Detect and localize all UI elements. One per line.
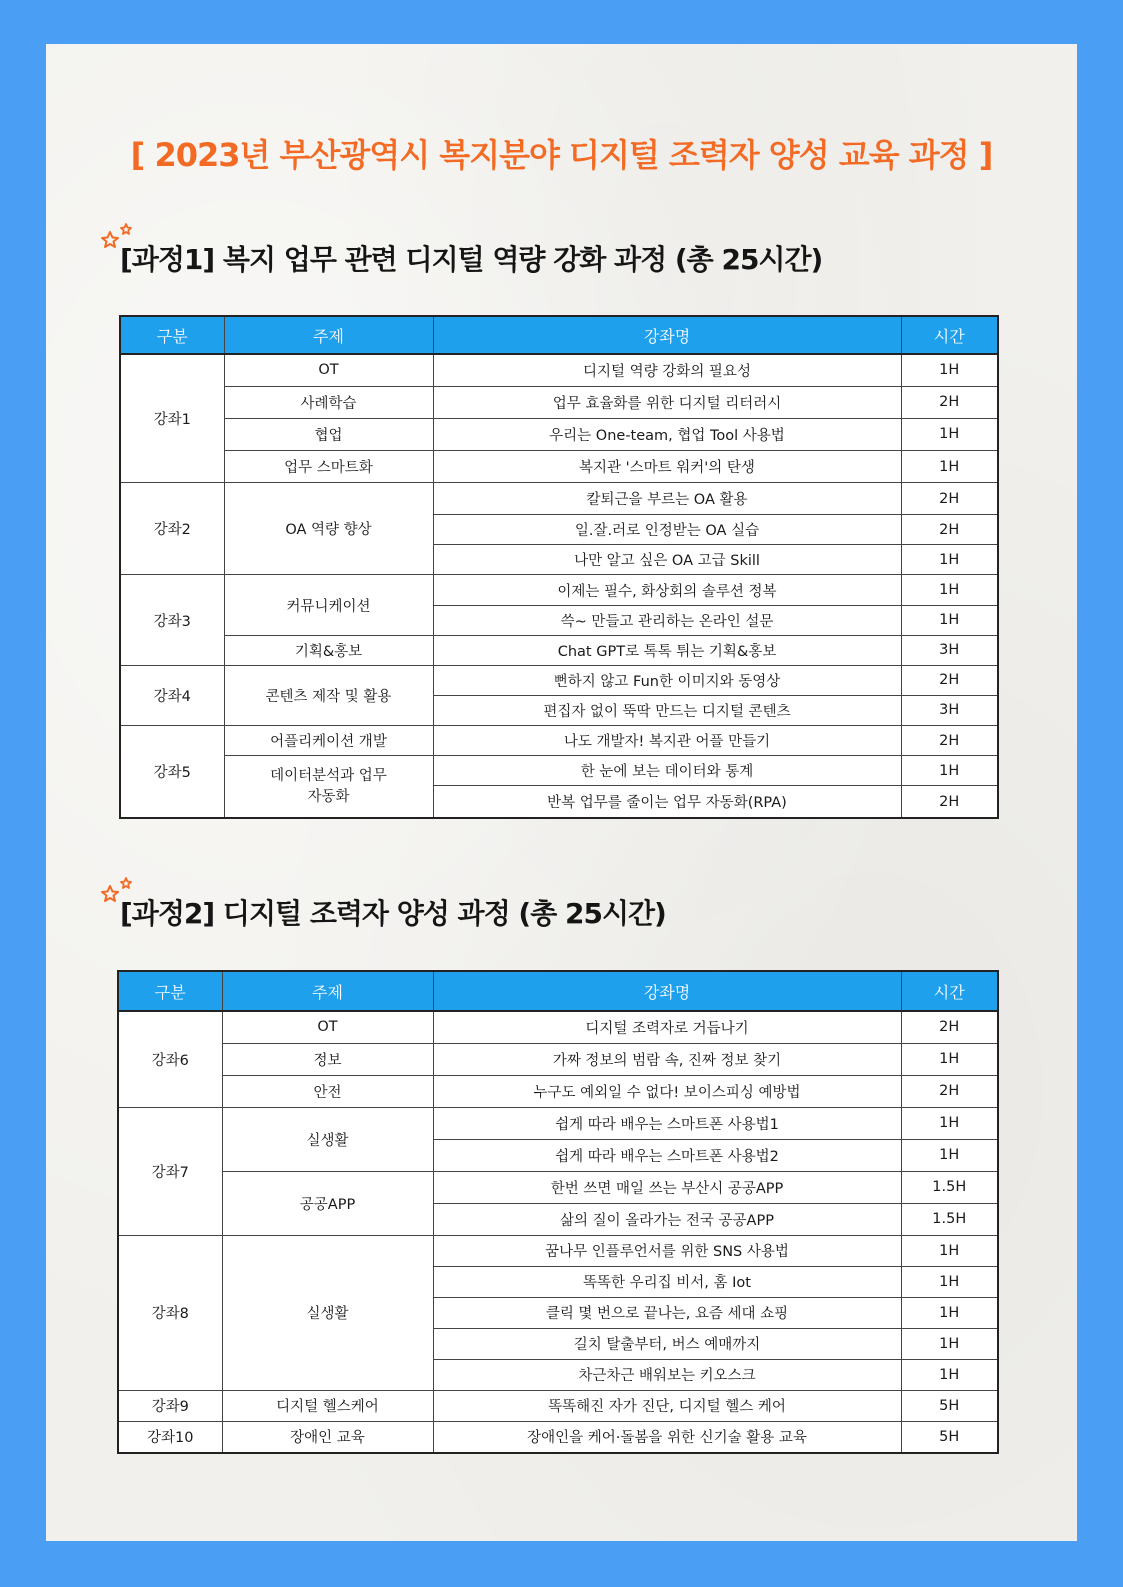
topic-cell: OT <box>224 354 433 386</box>
topic-cell: 어플리케이션 개발 <box>224 726 433 756</box>
topic-cell: 실생활 <box>222 1235 433 1390</box>
course2-table <box>117 970 999 1454</box>
lecture-cell: 나도 개발자! 복지관 어플 만들기 <box>433 726 901 756</box>
hours-cell: 1H <box>901 605 998 635</box>
lecture-cell: 삶의 질이 올라가는 전국 공공APP <box>433 1203 901 1235</box>
lecture-cell: 쓱~ 만들고 관리하는 온라인 설문 <box>433 605 901 635</box>
lecture-cell: 편집자 없이 뚝딱 만드는 디지털 콘텐츠 <box>433 695 901 725</box>
group-cell: 강좌8 <box>118 1235 222 1390</box>
hours-cell: 3H <box>901 635 998 665</box>
section2-heading: [과정2] 디지털 조력자 양성 과정 (총 25시간) <box>120 897 666 930</box>
group-cell: 강좌6 <box>118 1011 222 1107</box>
lecture-cell: 일.잘.러로 인정받는 OA 실습 <box>433 515 901 545</box>
lecture-cell: 장애인을 케어·돌봄을 위한 신기술 활용 교육 <box>433 1421 901 1453</box>
hours-cell: 5H <box>901 1421 998 1453</box>
table-row <box>120 635 998 665</box>
lecture-cell: 꿈나무 인플루언서를 위한 SNS 사용법 <box>433 1235 901 1266</box>
topic-cell: 기획&홍보 <box>224 635 433 665</box>
topic-cell: OA 역량 향상 <box>224 483 433 575</box>
hours-cell: 1H <box>901 1297 998 1328</box>
topic-cell: 업무 스마트화 <box>224 451 433 483</box>
topic-cell: 안전 <box>222 1075 433 1107</box>
table-header-row <box>120 316 998 354</box>
table-row <box>120 386 998 418</box>
table-row <box>118 1390 998 1421</box>
lecture-cell: 나만 알고 싶은 OA 고급 Skill <box>433 545 901 575</box>
column-header-lecture: 강좌명 <box>433 316 901 354</box>
group-cell: 강좌3 <box>120 575 224 665</box>
topic-cell: 사례학습 <box>224 386 433 418</box>
hours-cell: 2H <box>901 483 998 515</box>
hours-cell: 1.5H <box>901 1203 998 1235</box>
table-row <box>120 665 998 695</box>
table-row <box>118 1107 998 1139</box>
lecture-cell: 똑똑한 우리집 비서, 홈 Iot <box>433 1266 901 1297</box>
hours-cell: 1H <box>901 451 998 483</box>
hours-cell: 2H <box>901 386 998 418</box>
table-header-row <box>118 971 998 1011</box>
hours-cell: 1H <box>901 575 998 605</box>
lecture-cell: 디지털 조력자로 거듭나기 <box>433 1011 901 1043</box>
table-row <box>120 756 998 786</box>
lecture-cell: 가짜 정보의 범람 속, 진짜 정보 찾기 <box>433 1043 901 1075</box>
group-cell: 강좌10 <box>118 1421 222 1453</box>
table-row <box>120 575 998 605</box>
lecture-cell: 똑똑해진 자가 진단, 디지털 헬스 케어 <box>433 1390 901 1421</box>
group-cell: 강좌1 <box>120 354 224 483</box>
hours-cell: 2H <box>901 786 998 818</box>
hours-cell: 1H <box>901 1043 998 1075</box>
lecture-cell: 누구도 예외일 수 없다! 보이스피싱 예방법 <box>433 1075 901 1107</box>
group-cell: 강좌7 <box>118 1107 222 1235</box>
course1-table <box>119 315 999 819</box>
table-row <box>118 1043 998 1075</box>
hours-cell: 1.5H <box>901 1171 998 1203</box>
table-row <box>118 1171 998 1203</box>
table-row <box>118 1421 998 1453</box>
hours-cell: 1H <box>901 418 998 450</box>
hours-cell: 1H <box>901 354 998 386</box>
column-header-topic: 주제 <box>224 316 433 354</box>
lecture-cell: 우리는 One-team, 협업 Tool 사용법 <box>433 418 901 450</box>
table-row <box>118 1235 998 1266</box>
table-row <box>118 1011 998 1043</box>
page-title: [ 2023년 부산광역시 복지분야 디지털 조력자 양성 교육 과정 ] <box>130 136 993 174</box>
topic-cell: 협업 <box>224 418 433 450</box>
hours-cell: 1H <box>901 1139 998 1171</box>
hours-cell: 1H <box>901 1359 998 1390</box>
column-header-hours: 시간 <box>901 971 998 1011</box>
hours-cell: 1H <box>901 545 998 575</box>
topic-cell: 디지털 헬스케어 <box>222 1390 433 1421</box>
column-header-topic: 주제 <box>222 971 433 1011</box>
lecture-cell: 한번 쓰면 매일 쓰는 부산시 공공APP <box>433 1171 901 1203</box>
hours-cell: 1H <box>901 1328 998 1359</box>
table-row <box>120 483 998 515</box>
topic-cell: 데이터분석과 업무 자동화 <box>224 756 433 818</box>
hours-cell: 2H <box>901 515 998 545</box>
lecture-cell: 뻔하지 않고 Fun한 이미지와 동영상 <box>433 665 901 695</box>
lecture-cell: 쉽게 따라 배우는 스마트폰 사용법1 <box>433 1107 901 1139</box>
hours-cell: 2H <box>901 665 998 695</box>
table-row <box>120 354 998 386</box>
group-cell: 강좌5 <box>120 726 224 818</box>
topic-cell: 콘텐츠 제작 및 활용 <box>224 665 433 725</box>
column-header-lecture: 강좌명 <box>433 971 901 1011</box>
group-cell: 강좌2 <box>120 483 224 575</box>
lecture-cell: 차근차근 배워보는 키오스크 <box>433 1359 901 1390</box>
lecture-cell: 업무 효율화를 위한 디지털 리터러시 <box>433 386 901 418</box>
group-cell: 강좌9 <box>118 1390 222 1421</box>
lecture-cell: 길치 탈출부터, 버스 예매까지 <box>433 1328 901 1359</box>
lecture-cell: Chat GPT로 톡톡 튀는 기획&홍보 <box>433 635 901 665</box>
lecture-cell: 한 눈에 보는 데이터와 통계 <box>433 756 901 786</box>
lecture-cell: 클릭 몇 번으로 끝나는, 요즘 세대 쇼핑 <box>433 1297 901 1328</box>
hours-cell: 3H <box>901 695 998 725</box>
hours-cell: 1H <box>901 1235 998 1266</box>
column-header-group: 구분 <box>118 971 222 1011</box>
hours-cell: 2H <box>901 1075 998 1107</box>
table-row <box>118 1075 998 1107</box>
table-row <box>120 726 998 756</box>
lecture-cell: 칼퇴근을 부르는 OA 활용 <box>433 483 901 515</box>
topic-cell: 실생활 <box>222 1107 433 1171</box>
lecture-cell: 디지털 역량 강화의 필요성 <box>433 354 901 386</box>
hours-cell: 2H <box>901 726 998 756</box>
table-row <box>120 451 998 483</box>
hours-cell: 5H <box>901 1390 998 1421</box>
lecture-cell: 이제는 필수, 화상회의 솔루션 정복 <box>433 575 901 605</box>
column-header-group: 구분 <box>120 316 224 354</box>
lecture-cell: 복지관 '스마트 워커'의 탄생 <box>433 451 901 483</box>
topic-cell: 장애인 교육 <box>222 1421 433 1453</box>
topic-cell: 공공APP <box>222 1171 433 1235</box>
lecture-cell: 반복 업무를 줄이는 업무 자동화(RPA) <box>433 786 901 818</box>
topic-cell: 커뮤니케이션 <box>224 575 433 635</box>
column-header-hours: 시간 <box>901 316 998 354</box>
table-row <box>120 418 998 450</box>
group-cell: 강좌4 <box>120 665 224 725</box>
topic-cell: 정보 <box>222 1043 433 1075</box>
hours-cell: 2H <box>901 1011 998 1043</box>
section1-heading: [과정1] 복지 업무 관련 디지털 역량 강화 과정 (총 25시간) <box>120 243 823 276</box>
topic-cell: OT <box>222 1011 433 1043</box>
lecture-cell: 쉽게 따라 배우는 스마트폰 사용법2 <box>433 1139 901 1171</box>
hours-cell: 1H <box>901 756 998 786</box>
hours-cell: 1H <box>901 1107 998 1139</box>
hours-cell: 1H <box>901 1266 998 1297</box>
